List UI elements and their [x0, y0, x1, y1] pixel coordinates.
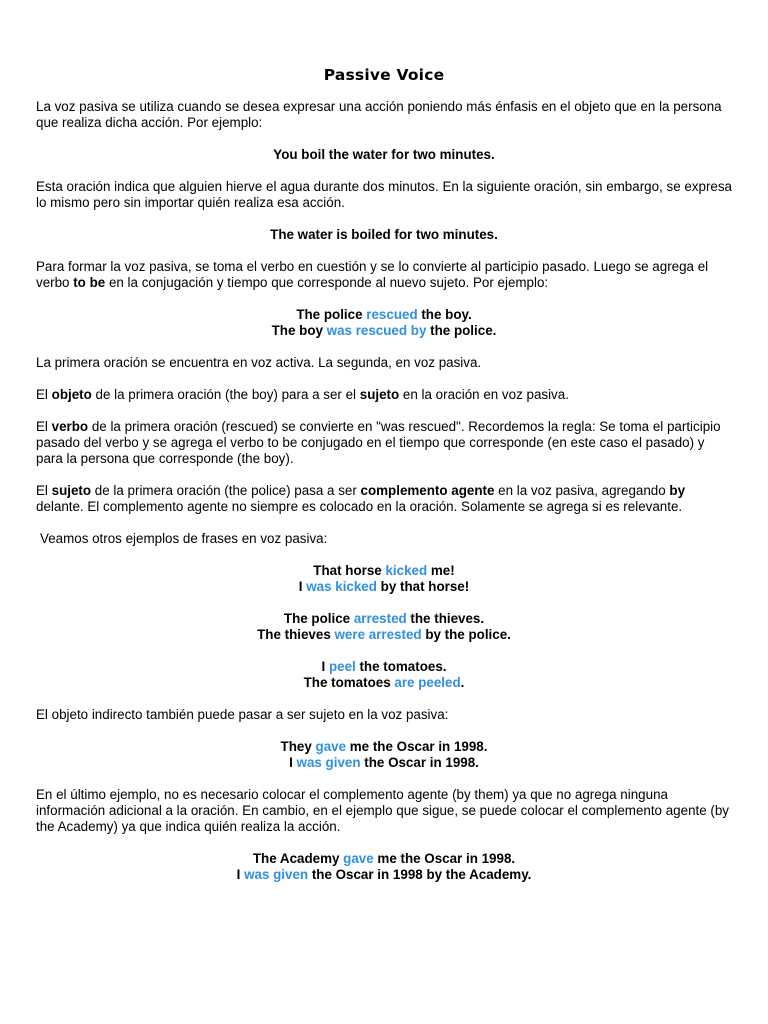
highlight-verb: was given: [296, 755, 361, 770]
example-passive-line: The boy was rescued by the police.: [271, 323, 497, 338]
objeto-paragraph: El objeto de la primera oración (the boy) para a ser el sujeto en la oración en voz pasiva.: [36, 387, 569, 402]
example-active-line: That horse kicked me!: [313, 563, 455, 578]
ultimo-ejemplo-paragraph: En el último ejemplo, no es necesario colocar el complemento agente (by them) ya que no agrega ninguna información adicional a la oración. En cambio, en el ejemplo que sigue, se puede colocar el complemento agente (by the Academy) ya que indica quién realiza la acción.: [36, 787, 730, 834]
example-pair-police: [36, 307, 732, 339]
explanation-paragraph: Esta oración indica que alguien hierve el agua durante dos minutos. En la siguiente oración, sin embargo, se expresa lo mismo pero sin importar quién realiza esa acción.: [36, 179, 732, 210]
highlight-verb: was given: [244, 867, 309, 882]
example-active-line: They gave me the Oscar in 1998.: [280, 739, 488, 754]
example-passive-line: I was given the Oscar in 1998.: [289, 755, 479, 770]
formation-bold: to be: [73, 275, 106, 290]
otros-ejemplos-intro: Veamos otros ejemplos de frases en voz pasiva:: [40, 531, 328, 546]
example-active-boil: You boil the water for two minutes.: [273, 147, 495, 162]
highlight-verb: are peeled: [394, 675, 461, 690]
example-passive-line: The thieves were arrested by the police.: [257, 627, 511, 642]
highlight-verb: rescued: [366, 307, 418, 322]
active-passive-note: La primera oración se encuentra en voz activa. La segunda, en voz pasiva.: [36, 355, 482, 370]
highlight-verb: arrested: [353, 611, 407, 626]
example-pair-tomatoes: [36, 659, 732, 691]
page-title: Passive Voice: [323, 66, 445, 84]
example-pair-oscar: [36, 739, 732, 771]
example-active-line: The police rescued the boy.: [296, 307, 472, 322]
example-passive-line: I was kicked by that horse!: [298, 579, 470, 594]
example-pair-horse: [36, 563, 732, 595]
objeto-indirecto-paragraph: El objeto indirecto también puede pasar a ser sujeto en la voz pasiva:: [36, 707, 449, 722]
highlight-verb: gave: [343, 851, 374, 866]
formation-paragraph: [36, 259, 732, 291]
intro-paragraph: La voz pasiva se utiliza cuando se desea expresar una acción poniendo más énfasis en el objeto que en la persona que realiza dicha acción. Por ejemplo:: [36, 99, 722, 130]
example-passive-boil: The water is boiled for two minutes.: [270, 227, 498, 242]
highlight-verb: peel: [328, 659, 356, 674]
example-active-line: The Academy gave me the Oscar in 1998.: [252, 851, 516, 866]
highlight-verb: was kicked: [306, 579, 377, 594]
sujeto-paragraph: El sujeto de la primera oración (the police) pasa a ser complemento agente en la voz pasiva, agregando by delante. El complemento agente no siempre es colocado en la oración. Solamente se agrega si es relevante.: [36, 483, 686, 514]
example-active-line: I peel the tomatoes.: [321, 659, 447, 674]
formation-text-1: Para formar la voz pasiva, se toma el verbo en cuestión y se lo convierte al participio pasado. Luego se agrega el verbo: [36, 259, 709, 290]
example-passive-line: The tomatoes are peeled.: [303, 675, 465, 690]
example-pair-academy: [36, 851, 732, 883]
highlight-verb: kicked: [385, 563, 428, 578]
highlight-verb: gave: [315, 739, 347, 754]
highlight-verb: was rescued by: [326, 323, 427, 338]
example-active-line: The police arrested the thieves.: [283, 611, 485, 626]
formation-text-2: en la conjugación y tiempo que corresponde al nuevo sujeto. Por ejemplo:: [105, 275, 549, 290]
example-passive-line: I was given the Oscar in 1998 by the Academy.: [236, 867, 532, 882]
highlight-verb: were arrested: [334, 627, 422, 642]
example-pair-thieves: [36, 611, 732, 643]
verbo-paragraph: El verbo de la primera oración (rescued) se convierte en "was rescued". Recordemos la regla: Se toma el participio pasado del verbo y se agrega el verbo to be conjugado en el tiempo que corresponde (en este caso el pasado) y para la persona que corresponde (the boy).: [36, 419, 721, 466]
